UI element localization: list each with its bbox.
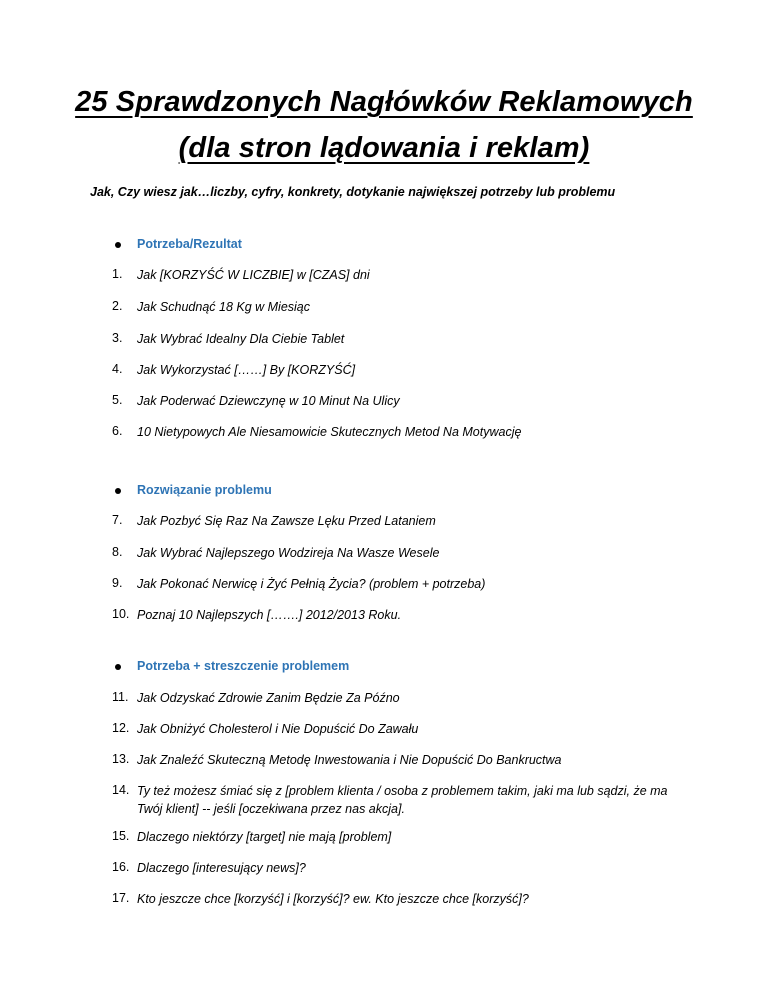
list-item-text: Jak Wybrać Idealny Dla Ciebie Tablet [137, 332, 345, 346]
list-item-number: 8. [112, 545, 123, 559]
list-item-number: 16. [112, 860, 130, 874]
list-item-text: Dlaczego niektórzy [target] nie mają [problem] [137, 830, 392, 844]
list-item-number: 12. [112, 721, 130, 735]
list-item-text: Jak Schudnąć 18 Kg w Miesiąc [137, 300, 311, 314]
list-item-text: Jak Obniżyć Cholesterol i Nie Dopuścić Do Zawału [137, 722, 419, 736]
section-heading-potrzeba-rezultat [0, 236, 768, 254]
list-item-number: 4. [112, 362, 123, 376]
list-item-text: Jak Wykorzystać [……] By [KORZYŚĆ] [137, 363, 356, 377]
list-item-number: 10. [112, 607, 130, 621]
list-item-number: 11. [112, 690, 129, 704]
page-title-line-2: (dla stron lądowania i reklam) [178, 132, 590, 164]
page-title-line-1: 25 Sprawdzonych Nagłówków Reklamowych [75, 86, 693, 118]
bullet-icon [115, 488, 121, 494]
list-item-number: 9. [112, 576, 123, 590]
list-item-text: Jak Pokonać Nerwicę i Żyć Pełnią Życia? (problem + potrzeba) [137, 577, 486, 591]
bullet-icon [115, 664, 121, 670]
list-item-number: 15. [112, 829, 130, 843]
list-item-text: Jak Wybrać Najlepszego Wodzireja Na Wasze Wesele [137, 546, 440, 560]
list-item-text: Ty też możesz śmiać się z [problem klienta / osoba z problemem takim, jaki ma lub sądzi, że ma Twój klient] -- jeśli [oczekiwana przez nas akcja]. [137, 784, 668, 816]
bullet-icon [115, 242, 121, 248]
list-item-number: 2. [112, 299, 123, 313]
list-item-number: 13. [112, 752, 130, 766]
list-item-number: 6. [112, 424, 123, 438]
list-item-text: 10 Nietypowych Ale Niesamowicie Skutecznych Metod Na Motywację [137, 425, 522, 439]
list-item-number: 5. [112, 393, 123, 407]
section-label: Rozwiązanie problemu [137, 483, 272, 497]
page-subtitle: Jak, Czy wiesz jak…liczby, cyfry, konkrety, dotykanie największej potrzeby lub problemu [90, 185, 616, 199]
list-item-number: 14. [112, 783, 130, 797]
section-label: Potrzeba + streszczenie problemem [137, 659, 350, 673]
list-item-number: 17. [112, 891, 130, 905]
list-item-text: Jak [KORZYŚĆ W LICZBIE] w [CZAS] dni [137, 268, 370, 282]
section-heading-potrzeba-streszczenie [0, 658, 768, 676]
list-item-text: Jak Odzyskać Zdrowie Zanim Będzie Za Późno [137, 691, 400, 705]
list-item-text: Dlaczego [interesujący news]? [137, 861, 306, 875]
list-item-text: Jak Pozbyć Się Raz Na Zawsze Lęku Przed Lataniem [137, 514, 436, 528]
list-item-text: Poznaj 10 Najlepszych […….] 2012/2013 Roku. [137, 608, 402, 622]
list-item-text: Jak Znaleźć Skuteczną Metodę Inwestowania i Nie Dopuścić Do Bankructwa [137, 753, 562, 767]
section-heading-rozwiazanie-problemu [0, 482, 768, 500]
list-item-number: 1. [112, 267, 123, 281]
list-item-text: Kto jeszcze chce [korzyść] i [korzyść]? ew. Kto jeszcze chce [korzyść]? [137, 892, 529, 906]
section-label: Potrzeba/Rezultat [137, 237, 242, 251]
list-item-text: Jak Poderwać Dziewczynę w 10 Minut Na Ulicy [137, 394, 400, 408]
list-item-number: 3. [112, 331, 123, 345]
list-item-number: 7. [112, 513, 123, 527]
